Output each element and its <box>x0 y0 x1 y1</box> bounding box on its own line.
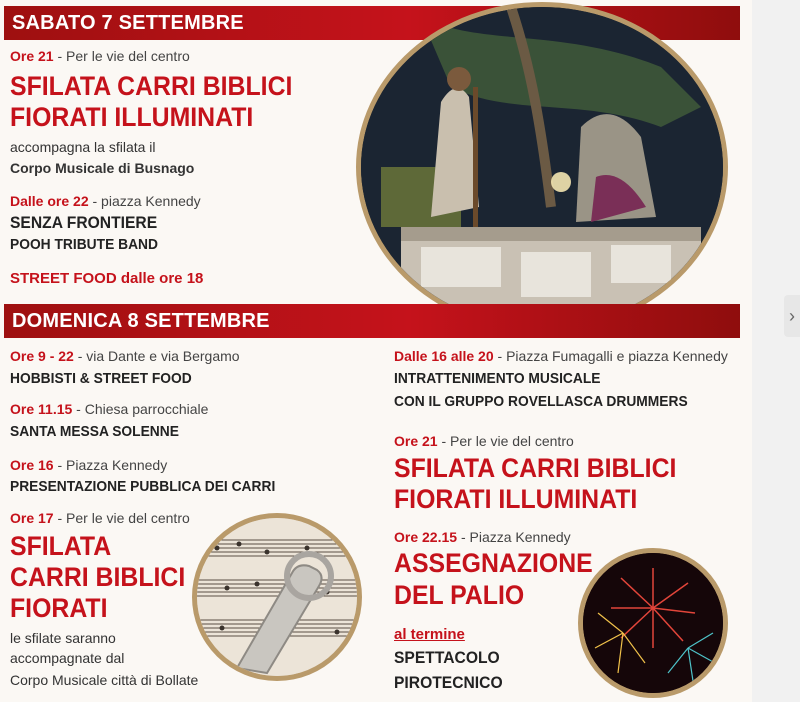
sun-event5-title-1: INTRATTENIMENTO MUSICALE <box>394 370 601 387</box>
sat-event1-title-1: SFILATA CARRI BIBLICI <box>10 71 293 101</box>
sun-event2-location: - Chiesa parrocchiale <box>72 401 209 417</box>
sun-event4-desc-2: accompagnate dal <box>10 650 125 666</box>
sun-event7-time: Ore 22.15 <box>394 529 458 545</box>
sun-event1-meta <box>10 348 240 364</box>
sun-event3-title: PRESENTAZIONE PUBBLICA DEI CARRI <box>10 478 276 495</box>
sun-event8-title-1: SPETTACOLO <box>394 648 500 667</box>
sun-event5-location: - Piazza Fumagalli e piazza Kennedy <box>493 348 728 364</box>
sun-event7-location: - Piazza Kennedy <box>457 529 571 545</box>
sun-event5-meta <box>394 348 728 364</box>
nativity-photo <box>356 2 728 332</box>
sun-event4-title-2: CARRI BIBLICI <box>10 562 186 592</box>
sun-event3-location: - Piazza Kennedy <box>53 457 168 473</box>
sun-event4-meta <box>10 510 190 526</box>
sat-event1-meta <box>10 48 190 64</box>
sat-event2-meta <box>10 193 201 209</box>
fireworks-photo <box>578 548 728 698</box>
sun-event6-meta <box>394 433 574 449</box>
sat-event2-title-1: SENZA FRONTIERE <box>10 213 158 232</box>
sat-event2-location: - piazza Kennedy <box>88 193 201 209</box>
sun-event3-time: Ore 16 <box>10 457 54 473</box>
sat-event1-location: - Per le vie del centro <box>53 48 190 64</box>
sun-event6-title-2: FIORATI ILLUMINATI <box>394 484 638 514</box>
sun-event8-time: al termine <box>394 626 465 643</box>
sheet-music-illustration <box>197 518 357 676</box>
sun-event6-location: - Per le vie del centro <box>437 433 574 449</box>
nativity-illustration <box>361 7 723 327</box>
sun-event4-title-1: SFILATA <box>10 531 112 561</box>
sun-event4-desc-3: Corpo Musicale città di Bollate <box>10 672 199 688</box>
sun-event2-meta <box>10 401 208 417</box>
sat-event2-title-2: POOH TRIBUTE BAND <box>10 236 158 253</box>
sun-event5-time: Dalle 16 alle 20 <box>394 348 494 364</box>
sunday-header: DOMENICA 8 SETTEMBRE <box>4 304 740 338</box>
sheet-music-photo <box>192 513 362 681</box>
sun-event2-time: Ore 11.15 <box>10 401 73 417</box>
sat-event2-time: Dalle ore 22 <box>10 193 89 209</box>
sat-event1-time: Ore 21 <box>10 48 54 64</box>
sun-event8-title-2: PIROTECNICO <box>394 673 503 692</box>
sun-event7-title-1: ASSEGNAZIONE <box>394 548 593 578</box>
street-food-note: STREET FOOD dalle ore 18 <box>10 270 204 287</box>
sun-event1-location: - via Dante e via Bergamo <box>73 348 240 364</box>
fireworks-illustration <box>583 553 723 693</box>
sun-event1-title: HOBBISTI & STREET FOOD <box>10 370 192 387</box>
sat-event1-desc-1: accompagna la sfilata il <box>10 139 156 155</box>
sun-event4-title-3: FIORATI <box>10 593 108 623</box>
sun-event1-time: Ore 9 - 22 <box>10 348 74 364</box>
sun-event4-time: Ore 17 <box>10 510 54 526</box>
sun-event4-desc-1: le sfilate saranno <box>10 630 116 646</box>
sun-event3-meta <box>10 457 167 473</box>
sun-event7-title-2: DEL PALIO <box>394 580 525 610</box>
sun-event5-title-2: CON IL GRUPPO ROVELLASCA DRUMMERS <box>394 393 688 410</box>
sat-event1-title-2: FIORATI ILLUMINATI <box>10 102 254 132</box>
saturday-header: SABATO 7 SETTEMBRE <box>4 6 740 40</box>
sat-event1-desc-2: Corpo Musicale di Busnago <box>10 160 195 176</box>
sun-event2-title: SANTA MESSA SOLENNE <box>10 423 179 440</box>
sun-event6-title-1: SFILATA CARRI BIBLICI <box>394 453 677 483</box>
sun-event6-time: Ore 21 <box>394 433 438 449</box>
viewer-gutter <box>752 0 800 702</box>
chevron-right-icon[interactable]: › <box>784 295 800 337</box>
sun-event7-meta <box>394 529 571 545</box>
sun-event4-location: - Per le vie del centro <box>53 510 190 526</box>
